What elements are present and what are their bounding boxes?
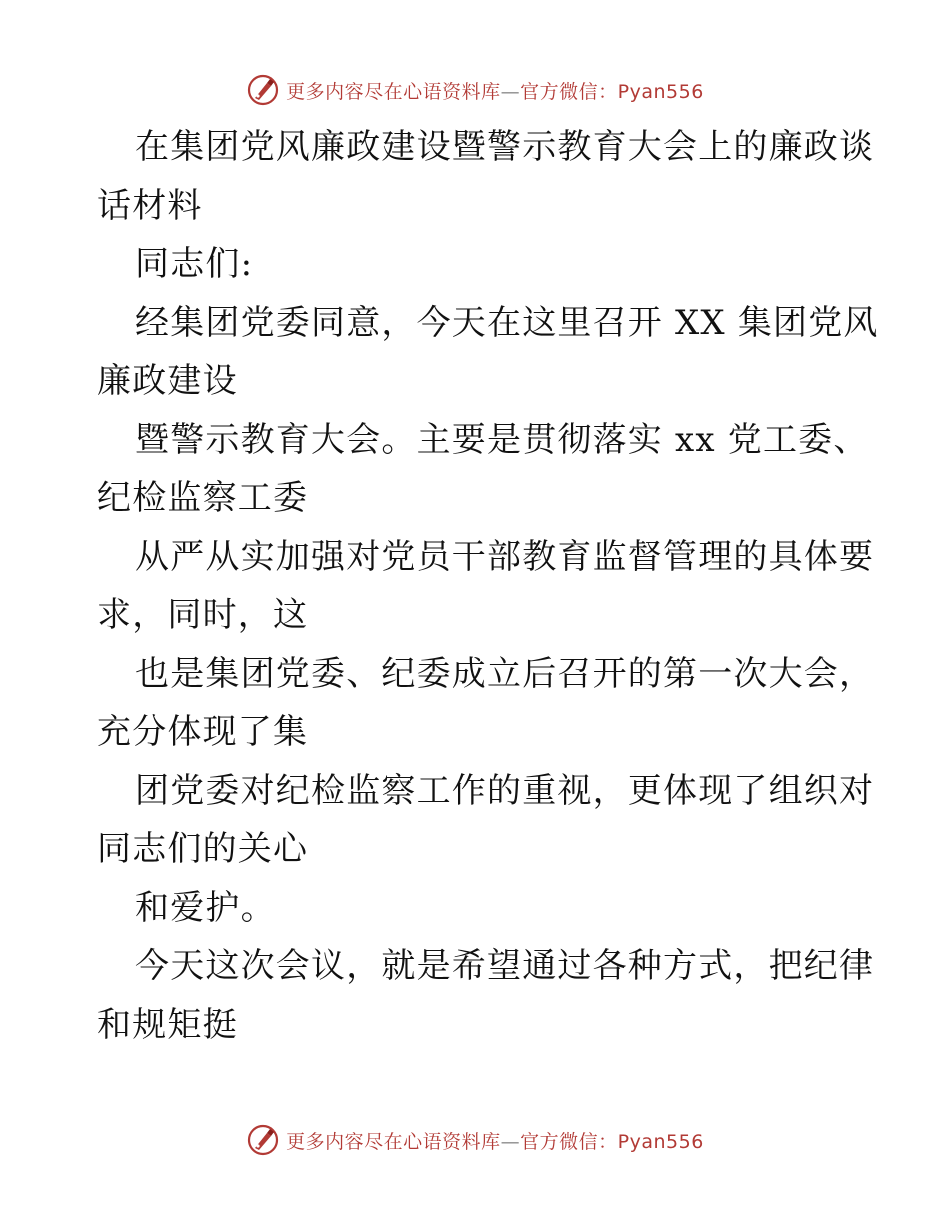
document-line: 也是集团党委、纪委成立后召开的第一次大会，	[135, 653, 875, 694]
document-body	[97, 118, 879, 1054]
footer-banner-text	[286, 1127, 704, 1154]
document-line: 团党委对纪检监察工作的重视，更体现了组织对	[135, 770, 875, 811]
pen-nib-logo-icon	[246, 1123, 280, 1157]
header-banner	[0, 70, 950, 110]
footer-banner-suffix: 官方微信：Pyan556	[520, 1130, 704, 1153]
document-line: 纪检监察工委	[97, 478, 309, 518]
pen-nib-logo-icon	[246, 73, 280, 107]
document-line: 同志们的关心	[97, 829, 309, 869]
header-banner-suffix: 官方微信：Pyan556	[520, 80, 704, 103]
document-line: 求，同时，这	[97, 595, 309, 635]
document-line: 话材料	[97, 185, 203, 226]
header-banner-text	[286, 77, 704, 104]
footer-banner-main: 更多内容尽在心语资料库	[286, 1130, 501, 1153]
document-line: 和规矩挺	[97, 1004, 238, 1045]
document-line: 充分体现了集	[97, 712, 309, 752]
header-banner-inner	[246, 73, 704, 107]
footer-banner	[0, 1120, 950, 1160]
header-banner-separator: —	[500, 80, 521, 103]
footer-banner-inner	[246, 1123, 704, 1157]
document-line: 今天这次会议，就是希望通过各种方式，把纪律	[135, 946, 875, 986]
document-line: 同志们:	[135, 244, 254, 284]
document-line: 在集团党风廉政建设暨警示教育大会上的廉政谈	[135, 127, 875, 167]
header-banner-main: 更多内容尽在心语资料库	[286, 80, 501, 103]
footer-banner-separator: —	[500, 1130, 521, 1153]
document-line: 廉政建设	[97, 361, 238, 401]
document-line: 暨警示教育大会。主要是贯彻落实 xx 党工委、	[135, 419, 869, 460]
document-line: 从严从实加强对党员干部教育监督管理的具体要	[135, 536, 875, 577]
document-line: 经集团党委同意，今天在这里召开 XX 集团党风	[135, 302, 879, 343]
document-line: 和爱护。	[135, 887, 276, 928]
